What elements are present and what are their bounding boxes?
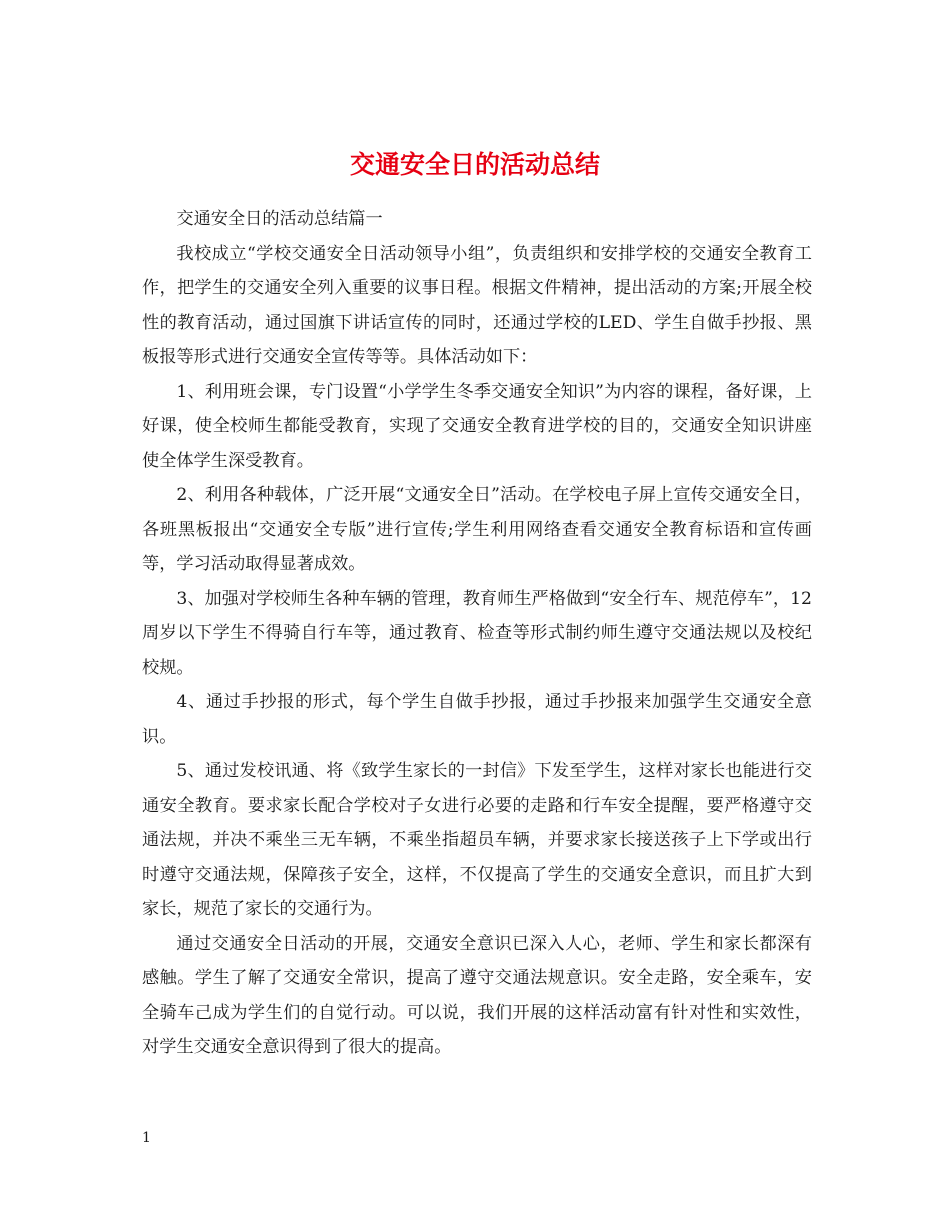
page-number: 1	[142, 1130, 151, 1146]
document-body	[142, 202, 812, 1065]
paragraph-item-1: 1、利用班会课，专门设置“小学学生冬季交通安全知识”为内容的课程，备好课，上好课，使全校师生都能受教育，实现了交通安全教育进学校的目的，交通安全知识讲座使全体学生深受教育。	[142, 381, 812, 471]
document-title: 交通安全日的活动总结	[349, 149, 600, 179]
paragraph-item-2: 2、利用各种载体，广泛开展“文通安全日”活动。在学校电子屏上宣传交通安全日，各班黑板报出“交通安全专版”进行宣传;学生利用网络查看交通安全教育标语和宣传画等，学习活动取得显著成效。	[142, 485, 812, 574]
section-heading: 交通安全日的活动总结篇一	[176, 209, 383, 229]
paragraph-item-5: 5、通过发校讯通、将《致学生家长的一封信》下发至学生，这样对家长也能进行交通安全教育。要求家长配合学校对子女进行必要的走路和行车安全提醒，要严格遵守交通法规，并决不乘坐三无车辆，不乘坐指超员车辆，并要求家长接送孩子上下学或出行时遵守交通法规，保障孩子安全，这样，不仅提高了学生的交通安全意识，而且扩大到家长，规范了家长的交通行为。	[142, 761, 812, 919]
paragraph-item-3: 3、加强对学校师生各种车辆的管理，教育师生严格做到“安全行车、规范停车”，12周岁以下学生不得骑自行车等，通过教育、检查等形式制约师生遵守交通法规以及校纪校规。	[142, 588, 812, 678]
paragraph-conclusion: 通过交通安全日活动的开展，交通安全意识已深入人心，老师、学生和家长都深有感触。学生了解了交通安全常识，提高了遵守交通法规意识。安全走路，安全乘车，安全骑车己成为学生们的自觉行动。可以说，我们开展的这样活动富有针对性和实效性，对学生交通安全意识得到了很大的提高。	[142, 933, 812, 1057]
paragraph-item-4: 4、通过手抄报的形式，每个学生自做手抄报，通过手抄报来加强学生交通安全意识。	[142, 692, 812, 747]
paragraph-intro: 我校成立“学校交通安全日活动领导小组”，负责组织和安排学校的交通安全教育工作，把学生的交通安全列入重要的议事日程。根据文件精神，提出活动的方案;开展全校性的教育活动，通过国旗下讲话宣传的同时，还通过学校的LED、学生自做手抄报、黑板报等形式进行交通安全宣传等等。具体活动如下：	[142, 243, 812, 367]
